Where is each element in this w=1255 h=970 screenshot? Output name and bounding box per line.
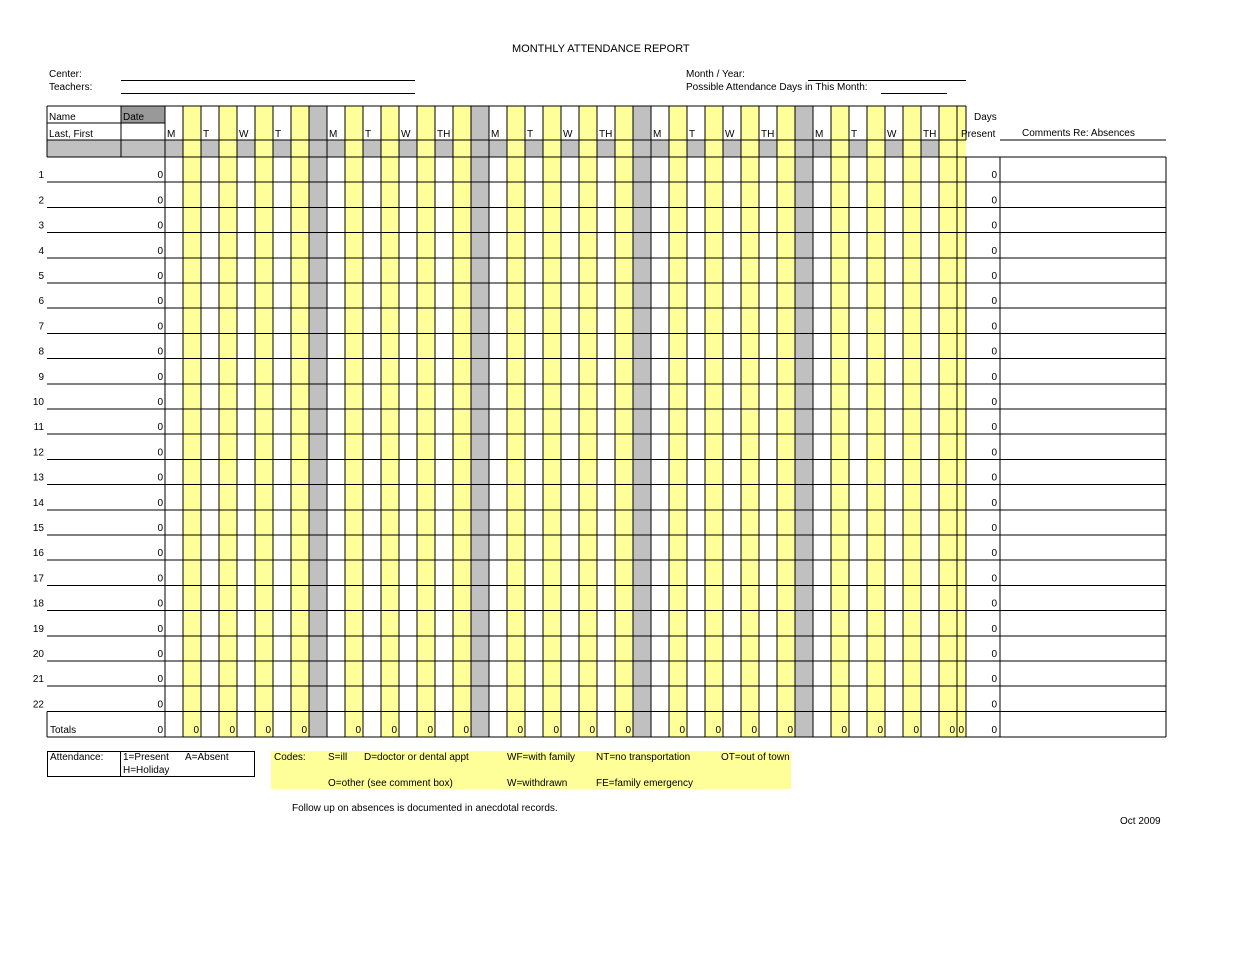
row-date-value: 0 <box>157 623 163 635</box>
row-number: 17 <box>32 573 44 585</box>
row-days-present: 0 <box>991 170 997 182</box>
row-date-value: 0 <box>157 220 163 232</box>
row-date-value: 0 <box>157 195 163 207</box>
totals-day-value: 0 <box>877 724 883 736</box>
totals-day-value: 0 <box>355 724 361 736</box>
present-code: 1=Present <box>123 752 169 763</box>
row-number: 8 <box>38 346 44 358</box>
possible-days-label: Possible Attendance Days in This Month: <box>686 82 868 93</box>
totals-day-value: 0 <box>229 724 235 736</box>
row-number: 18 <box>32 598 44 610</box>
totals-day-value: 0 <box>553 724 559 736</box>
code-out-of-town: OT=out of town <box>721 752 790 763</box>
day-header-shade <box>489 140 507 157</box>
day-label: TH <box>923 129 937 140</box>
day-header-shade <box>921 140 939 157</box>
row-days-present: 0 <box>991 472 997 484</box>
totals-day-value: 0 <box>841 724 847 736</box>
day-header-shade <box>327 140 345 157</box>
day-header-shade <box>165 140 183 157</box>
yellow-day-column <box>579 106 597 737</box>
row-number: 20 <box>32 649 44 660</box>
center-label: Center: <box>49 69 82 80</box>
totals-day-value: 0 <box>463 724 469 736</box>
totals-day-value: 0 <box>751 724 757 736</box>
code-doctor: D=doctor or dental appt <box>364 752 469 763</box>
date-header-shade <box>121 140 165 157</box>
day-label: T <box>275 129 282 140</box>
yellow-day-column <box>183 106 201 737</box>
day-header-shade <box>363 140 381 157</box>
totals-date-value: 0 <box>157 724 163 736</box>
yellow-day-column <box>777 106 795 737</box>
row-date-value: 0 <box>157 422 163 434</box>
row-days-present: 0 <box>991 321 997 333</box>
day-label: T <box>689 129 696 140</box>
week-separator-column <box>633 106 651 737</box>
holiday-code: H=Holiday <box>123 765 170 776</box>
yellow-day-column <box>831 106 849 737</box>
day-label: T <box>851 129 858 140</box>
day-label: T <box>527 129 534 140</box>
code-withdrawn: W=withdrawn <box>507 778 568 789</box>
week-separator-column <box>471 106 489 737</box>
row-number: 2 <box>38 195 44 207</box>
present-header: Present <box>961 129 996 140</box>
codes-label: Codes: <box>274 752 306 763</box>
yellow-day-column <box>903 106 921 737</box>
days-header: Days <box>974 112 997 123</box>
totals-day-value: 0 <box>301 724 307 736</box>
row-number: 4 <box>38 245 44 257</box>
report-date: Oct 2009 <box>1120 816 1161 827</box>
row-days-present: 0 <box>991 573 997 585</box>
row-date-value: 0 <box>157 447 163 459</box>
name-subheader: Last, First <box>49 129 93 140</box>
day-header-shade <box>525 140 543 157</box>
name-header: Name <box>49 112 76 123</box>
row-days-present: 0 <box>991 422 997 434</box>
day-header-shade <box>201 140 219 157</box>
totals-present: 0 <box>991 724 997 736</box>
row-days-present: 0 <box>991 397 997 408</box>
row-days-present: 0 <box>991 674 997 686</box>
row-days-present: 0 <box>991 245 997 257</box>
row-number: 10 <box>32 397 44 408</box>
week-separator-column <box>795 106 813 737</box>
totals-day-value: 0 <box>517 724 523 736</box>
row-number: 12 <box>32 447 44 459</box>
row-date-value: 0 <box>157 245 163 257</box>
row-days-present: 0 <box>991 447 997 459</box>
row-days-present: 0 <box>991 346 997 358</box>
yellow-day-column <box>507 106 525 737</box>
row-date-value: 0 <box>157 346 163 358</box>
row-days-present: 0 <box>991 523 997 534</box>
totals-day-value: 0 <box>193 724 199 736</box>
row-number: 16 <box>32 548 44 560</box>
day-label: M <box>167 129 176 140</box>
day-header-shade <box>723 140 741 157</box>
day-label: M <box>329 129 338 140</box>
yellow-day-column <box>957 106 966 737</box>
row-number: 9 <box>38 371 44 383</box>
row-date-value: 0 <box>157 674 163 686</box>
day-header-shade <box>435 140 453 157</box>
row-number: 13 <box>32 472 44 484</box>
yellow-day-column <box>543 106 561 737</box>
day-label: W <box>563 129 573 140</box>
yellow-day-column <box>615 106 633 737</box>
totals-day-value: 0 <box>949 724 955 736</box>
day-header-shade <box>651 140 669 157</box>
day-label: M <box>815 129 824 140</box>
row-date-value: 0 <box>157 523 163 534</box>
totals-day-value: 0 <box>958 724 964 736</box>
row-days-present: 0 <box>991 699 997 711</box>
yellow-day-column <box>453 106 471 737</box>
comments-header: Comments Re: Absences <box>1022 128 1135 139</box>
totals-day-value: 0 <box>913 724 919 736</box>
row-number: 19 <box>32 623 44 635</box>
day-header-shade <box>237 140 255 157</box>
yellow-day-column <box>219 106 237 737</box>
row-number: 11 <box>33 422 44 434</box>
yellow-day-column <box>669 106 687 737</box>
yellow-day-column <box>867 106 885 737</box>
day-label: TH <box>761 129 775 140</box>
totals-day-value: 0 <box>589 724 595 736</box>
row-days-present: 0 <box>991 271 997 282</box>
day-label: W <box>725 129 735 140</box>
code-family-emergency: FE=family emergency <box>596 778 693 789</box>
row-days-present: 0 <box>991 497 997 509</box>
day-header-shade <box>597 140 615 157</box>
row-days-present: 0 <box>991 598 997 610</box>
day-label: TH <box>599 129 613 140</box>
row-number: 1 <box>38 170 44 182</box>
row-days-present: 0 <box>991 195 997 207</box>
yellow-day-column <box>705 106 723 737</box>
yellow-day-column <box>417 106 435 737</box>
row-number: 7 <box>38 321 44 333</box>
name-header-shade <box>47 140 121 157</box>
row-date-value: 0 <box>157 397 163 408</box>
legend-separator <box>120 751 121 777</box>
totals-day-value: 0 <box>391 724 397 736</box>
yellow-day-column <box>345 106 363 737</box>
day-label: W <box>887 129 897 140</box>
day-label: W <box>239 129 249 140</box>
row-date-value: 0 <box>157 271 163 282</box>
row-date-value: 0 <box>157 548 163 560</box>
row-number: 6 <box>38 296 44 308</box>
row-number: 22 <box>32 699 44 711</box>
day-label: M <box>491 129 500 140</box>
code-no-transport: NT=no transportation <box>596 752 691 763</box>
row-days-present: 0 <box>991 548 997 560</box>
absent-code: A=Absent <box>185 752 229 763</box>
day-header-shade <box>813 140 831 157</box>
day-label: M <box>653 129 662 140</box>
row-days-present: 0 <box>991 649 997 660</box>
date-header: Date <box>123 112 145 123</box>
yellow-day-column <box>939 106 957 737</box>
row-date-value: 0 <box>157 497 163 509</box>
row-number: 21 <box>32 674 44 686</box>
teachers-label: Teachers: <box>49 82 93 93</box>
row-days-present: 0 <box>991 296 997 308</box>
yellow-day-column <box>741 106 759 737</box>
code-ill: S=ill <box>328 752 348 763</box>
day-label: W <box>401 129 411 140</box>
row-number: 5 <box>38 271 44 282</box>
day-header-shade <box>849 140 867 157</box>
row-number: 3 <box>38 220 44 232</box>
day-header-shade <box>273 140 291 157</box>
totals-day-value: 0 <box>787 724 793 736</box>
row-number: 15 <box>32 523 44 534</box>
week-separator-column <box>309 106 327 737</box>
day-header-shade <box>687 140 705 157</box>
totals-day-value: 0 <box>715 724 721 736</box>
code-with-family: WF=with family <box>507 752 576 763</box>
yellow-day-column <box>381 106 399 737</box>
totals-day-value: 0 <box>427 724 433 736</box>
row-date-value: 0 <box>157 573 163 585</box>
row-date-value: 0 <box>157 170 163 182</box>
row-date-value: 0 <box>157 472 163 484</box>
attendance-label: Attendance: <box>50 752 104 763</box>
row-date-value: 0 <box>157 699 163 711</box>
row-date-value: 0 <box>157 649 163 660</box>
day-header-shade <box>399 140 417 157</box>
yellow-day-column <box>255 106 273 737</box>
followup-note: Follow up on absences is documented in anecdotal records. <box>292 803 558 814</box>
totals-day-value: 0 <box>679 724 685 736</box>
report-title: MONTHLY ATTENDANCE REPORT <box>512 43 690 55</box>
row-date-value: 0 <box>157 321 163 333</box>
yellow-day-column <box>291 106 309 737</box>
month-year-label: Month / Year: <box>686 69 745 80</box>
totals-label: Totals <box>50 724 77 736</box>
day-label: TH <box>437 129 451 140</box>
row-days-present: 0 <box>991 371 997 383</box>
row-date-value: 0 <box>157 296 163 308</box>
day-label: T <box>365 129 372 140</box>
day-header-shade <box>561 140 579 157</box>
day-header-shade <box>885 140 903 157</box>
row-days-present: 0 <box>991 623 997 635</box>
row-number: 14 <box>32 497 44 509</box>
row-days-present: 0 <box>991 220 997 232</box>
row-date-value: 0 <box>157 598 163 610</box>
row-date-value: 0 <box>157 371 163 383</box>
code-other: O=other (see comment box) <box>328 778 453 789</box>
totals-day-value: 0 <box>625 724 631 736</box>
day-header-shade <box>759 140 777 157</box>
day-label: T <box>203 129 210 140</box>
totals-day-value: 0 <box>265 724 271 736</box>
